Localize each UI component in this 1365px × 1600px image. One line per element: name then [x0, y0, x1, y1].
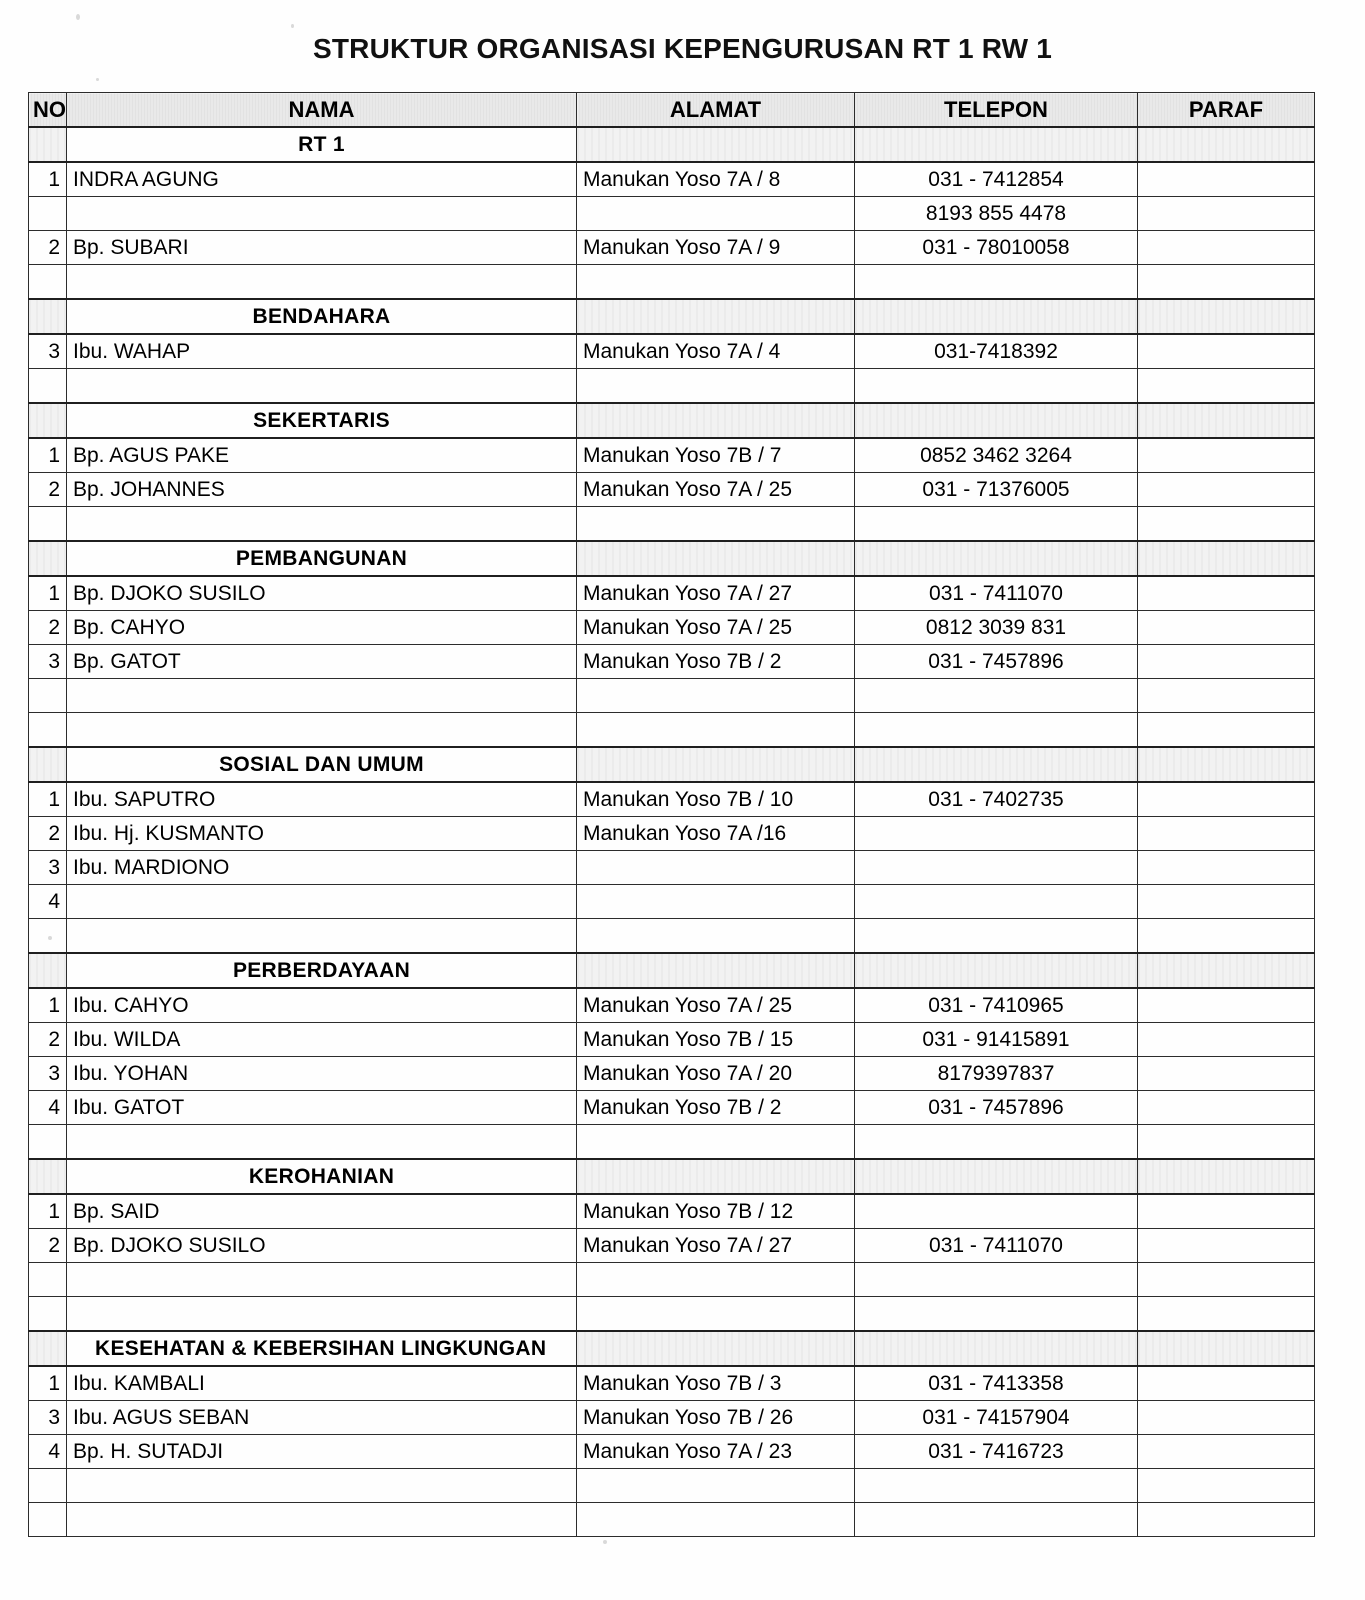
cell-paraf	[1138, 438, 1315, 473]
cell-alamat	[577, 541, 855, 576]
cell-telepon	[855, 1159, 1138, 1194]
cell-no	[29, 1331, 67, 1366]
cell-telepon	[855, 265, 1138, 300]
section-title: KESEHATAN & KEBERSIHAN LINGKUNGAN	[67, 1331, 577, 1366]
cell-paraf	[1138, 782, 1315, 817]
cell-nama: Bp. GATOT	[67, 645, 577, 679]
cell-telepon: 8193 855 4478	[855, 197, 1138, 231]
cell-no	[29, 541, 67, 576]
cell-telepon	[855, 1469, 1138, 1503]
cell-nama	[67, 1503, 577, 1537]
cell-paraf	[1138, 1194, 1315, 1229]
cell-nama: Bp. H. SUTADJI	[67, 1435, 577, 1469]
cell-alamat: Manukan Yoso 7A / 8	[577, 162, 855, 197]
empty-row	[29, 1503, 1315, 1537]
cell-paraf	[1138, 369, 1315, 404]
cell-alamat: Manukan Yoso 7B / 12	[577, 1194, 855, 1229]
cell-paraf	[1138, 162, 1315, 197]
section-title: PEMBANGUNAN	[67, 541, 577, 576]
cell-alamat: Manukan Yoso 7B / 10	[577, 782, 855, 817]
empty-row	[29, 919, 1315, 954]
cell-paraf	[1138, 713, 1315, 748]
cell-nama: Bp. CAHYO	[67, 611, 577, 645]
section-title: KEROHANIAN	[67, 1159, 577, 1194]
cell-telepon	[855, 679, 1138, 713]
cell-paraf	[1138, 299, 1315, 334]
section-header-row	[29, 541, 1315, 576]
cell-telepon	[855, 299, 1138, 334]
cell-nama	[67, 369, 577, 404]
cell-alamat	[577, 713, 855, 748]
table-row	[29, 162, 1315, 197]
cell-no: 4	[29, 1435, 67, 1469]
cell-no	[29, 1297, 67, 1332]
cell-alamat	[577, 885, 855, 919]
cell-no: 4	[29, 885, 67, 919]
cell-telepon: 031 - 7457896	[855, 1091, 1138, 1125]
cell-paraf	[1138, 231, 1315, 265]
cell-telepon	[855, 1503, 1138, 1537]
cell-nama	[67, 713, 577, 748]
cell-alamat	[577, 747, 855, 782]
cell-no: 2	[29, 611, 67, 645]
table-row	[29, 576, 1315, 611]
cell-paraf	[1138, 473, 1315, 507]
section-header-row	[29, 299, 1315, 334]
column-header-paraf: PARAF	[1138, 93, 1315, 128]
cell-alamat: Manukan Yoso 7A / 25	[577, 988, 855, 1023]
cell-paraf	[1138, 885, 1315, 919]
cell-no	[29, 747, 67, 782]
cell-paraf	[1138, 197, 1315, 231]
cell-alamat: Manukan Yoso 7B / 3	[577, 1366, 855, 1401]
cell-telepon: 0812 3039 831	[855, 611, 1138, 645]
cell-paraf	[1138, 919, 1315, 954]
cell-telepon: 031 - 7402735	[855, 782, 1138, 817]
section-title: PERBERDAYAAN	[67, 953, 577, 988]
cell-alamat: Manukan Yoso 7A / 9	[577, 231, 855, 265]
cell-nama	[67, 885, 577, 919]
cell-alamat	[577, 1297, 855, 1332]
cell-alamat: Manukan Yoso 7B / 2	[577, 1091, 855, 1125]
cell-paraf	[1138, 1297, 1315, 1332]
cell-telepon	[855, 507, 1138, 542]
cell-no: 1	[29, 576, 67, 611]
cell-no	[29, 953, 67, 988]
cell-alamat: Manukan Yoso 7A / 27	[577, 576, 855, 611]
cell-nama: Bp. AGUS PAKE	[67, 438, 577, 473]
empty-row	[29, 1263, 1315, 1297]
cell-nama: Bp. DJOKO SUSILO	[67, 576, 577, 611]
cell-no	[29, 127, 67, 162]
cell-paraf	[1138, 679, 1315, 713]
cell-no	[29, 197, 67, 231]
cell-paraf	[1138, 1263, 1315, 1297]
section-header-row	[29, 127, 1315, 162]
cell-no: 2	[29, 1229, 67, 1263]
table-row	[29, 1023, 1315, 1057]
cell-telepon	[855, 1331, 1138, 1366]
cell-no	[29, 265, 67, 300]
table-row	[29, 334, 1315, 369]
cell-alamat	[577, 1263, 855, 1297]
table-row	[29, 1194, 1315, 1229]
cell-nama	[67, 1263, 577, 1297]
cell-nama	[67, 507, 577, 542]
cell-telepon: 031 - 74157904	[855, 1401, 1138, 1435]
table-row	[29, 197, 1315, 231]
section-header-row	[29, 953, 1315, 988]
table-row	[29, 611, 1315, 645]
cell-paraf	[1138, 576, 1315, 611]
cell-telepon: 031 - 7411070	[855, 576, 1138, 611]
table-row	[29, 645, 1315, 679]
cell-telepon: 0852 3462 3264	[855, 438, 1138, 473]
cell-telepon: 031 - 7410965	[855, 988, 1138, 1023]
cell-alamat	[577, 127, 855, 162]
cell-no: 2	[29, 473, 67, 507]
cell-alamat: Manukan Yoso 7A / 25	[577, 611, 855, 645]
empty-row	[29, 679, 1315, 713]
table-row	[29, 782, 1315, 817]
table-row	[29, 438, 1315, 473]
cell-paraf	[1138, 988, 1315, 1023]
cell-alamat: Manukan Yoso 7A / 23	[577, 1435, 855, 1469]
cell-no: 3	[29, 645, 67, 679]
cell-paraf	[1138, 1159, 1315, 1194]
cell-no: 3	[29, 1401, 67, 1435]
table-row	[29, 885, 1315, 919]
column-header-alamat: ALAMAT	[577, 93, 855, 128]
cell-paraf	[1138, 334, 1315, 369]
section-title: SEKERTARIS	[67, 403, 577, 438]
cell-alamat: Manukan Yoso 7A /16	[577, 817, 855, 851]
cell-no: 1	[29, 162, 67, 197]
table-body	[29, 127, 1315, 1537]
section-header-row	[29, 1159, 1315, 1194]
section-header-row	[29, 747, 1315, 782]
cell-alamat: Manukan Yoso 7A / 4	[577, 334, 855, 369]
cell-alamat	[577, 1159, 855, 1194]
cell-telepon	[855, 747, 1138, 782]
cell-telepon: 031 - 78010058	[855, 231, 1138, 265]
cell-paraf	[1138, 127, 1315, 162]
cell-telepon	[855, 713, 1138, 748]
cell-no: 3	[29, 1057, 67, 1091]
cell-no: 1	[29, 438, 67, 473]
cell-no: 1	[29, 988, 67, 1023]
cell-no	[29, 919, 67, 954]
cell-no	[29, 507, 67, 542]
cell-telepon: 031 - 7457896	[855, 645, 1138, 679]
cell-nama: Ibu. AGUS SEBAN	[67, 1401, 577, 1435]
table-row	[29, 1401, 1315, 1435]
cell-alamat	[577, 265, 855, 300]
cell-alamat	[577, 197, 855, 231]
cell-paraf	[1138, 1469, 1315, 1503]
cell-paraf	[1138, 1435, 1315, 1469]
cell-alamat	[577, 679, 855, 713]
cell-alamat	[577, 953, 855, 988]
cell-paraf	[1138, 1091, 1315, 1125]
cell-telepon: 031 - 7413358	[855, 1366, 1138, 1401]
page-title: STRUKTUR ORGANISASI KEPENGURUSAN RT 1 RW 1	[312, 33, 1053, 64]
cell-telepon: 031 - 91415891	[855, 1023, 1138, 1057]
cell-no	[29, 1503, 67, 1537]
cell-paraf	[1138, 1229, 1315, 1263]
empty-row	[29, 1469, 1315, 1503]
cell-alamat: Manukan Yoso 7A / 27	[577, 1229, 855, 1263]
section-title: RT 1	[67, 127, 577, 162]
cell-nama: Ibu. KAMBALI	[67, 1366, 577, 1401]
cell-alamat: Manukan Yoso 7B / 26	[577, 1401, 855, 1435]
cell-alamat: Manukan Yoso 7B / 2	[577, 645, 855, 679]
cell-nama	[67, 265, 577, 300]
cell-telepon	[855, 369, 1138, 404]
cell-nama: Ibu. GATOT	[67, 1091, 577, 1125]
cell-telepon	[855, 885, 1138, 919]
empty-row	[29, 1125, 1315, 1160]
cell-paraf	[1138, 1503, 1315, 1537]
cell-paraf	[1138, 1023, 1315, 1057]
empty-row	[29, 507, 1315, 542]
cell-alamat	[577, 851, 855, 885]
organization-table	[28, 92, 1315, 1537]
cell-no	[29, 299, 67, 334]
cell-no: 1	[29, 1366, 67, 1401]
cell-paraf	[1138, 851, 1315, 885]
empty-row	[29, 1297, 1315, 1332]
cell-nama	[67, 1297, 577, 1332]
cell-no	[29, 403, 67, 438]
empty-row	[29, 369, 1315, 404]
cell-alamat	[577, 299, 855, 334]
cell-telepon	[855, 817, 1138, 851]
cell-nama: Bp. SAID	[67, 1194, 577, 1229]
table-row	[29, 1435, 1315, 1469]
cell-no	[29, 1125, 67, 1160]
cell-paraf	[1138, 611, 1315, 645]
section-title: SOSIAL DAN UMUM	[67, 747, 577, 782]
cell-nama: Ibu. WILDA	[67, 1023, 577, 1057]
cell-nama: INDRA AGUNG	[67, 162, 577, 197]
table-row	[29, 1057, 1315, 1091]
column-header-telepon: TELEPON	[855, 93, 1138, 128]
column-header-nama: NAMA	[67, 93, 577, 128]
cell-nama: Ibu. CAHYO	[67, 988, 577, 1023]
column-header-no: NO	[29, 93, 67, 128]
table-row	[29, 817, 1315, 851]
cell-telepon	[855, 851, 1138, 885]
section-header-row	[29, 1331, 1315, 1366]
empty-row	[29, 265, 1315, 300]
cell-no	[29, 1159, 67, 1194]
cell-nama	[67, 1125, 577, 1160]
cell-alamat	[577, 919, 855, 954]
cell-alamat	[577, 1331, 855, 1366]
section-header-row	[29, 403, 1315, 438]
cell-no	[29, 679, 67, 713]
cell-nama	[67, 1469, 577, 1503]
empty-row	[29, 713, 1315, 748]
cell-nama	[67, 197, 577, 231]
cell-paraf	[1138, 1125, 1315, 1160]
cell-telepon: 031 - 7411070	[855, 1229, 1138, 1263]
cell-telepon: 031 - 7416723	[855, 1435, 1138, 1469]
cell-paraf	[1138, 265, 1315, 300]
cell-telepon: 031-7418392	[855, 334, 1138, 369]
cell-nama: Bp. JOHANNES	[67, 473, 577, 507]
cell-no: 1	[29, 1194, 67, 1229]
cell-paraf	[1138, 507, 1315, 542]
cell-alamat	[577, 1125, 855, 1160]
cell-nama: Ibu. YOHAN	[67, 1057, 577, 1091]
cell-nama: Ibu. WAHAP	[67, 334, 577, 369]
cell-paraf	[1138, 953, 1315, 988]
cell-paraf	[1138, 747, 1315, 782]
cell-no: 2	[29, 817, 67, 851]
table-row	[29, 1229, 1315, 1263]
cell-alamat	[577, 507, 855, 542]
cell-alamat: Manukan Yoso 7B / 7	[577, 438, 855, 473]
cell-telepon	[855, 1194, 1138, 1229]
cell-no: 2	[29, 1023, 67, 1057]
cell-telepon	[855, 1297, 1138, 1332]
cell-no	[29, 1469, 67, 1503]
cell-no: 4	[29, 1091, 67, 1125]
cell-alamat	[577, 403, 855, 438]
table-row	[29, 1366, 1315, 1401]
cell-paraf	[1138, 1366, 1315, 1401]
table-row	[29, 851, 1315, 885]
cell-paraf	[1138, 645, 1315, 679]
cell-telepon	[855, 1125, 1138, 1160]
cell-paraf	[1138, 1331, 1315, 1366]
table-row	[29, 231, 1315, 265]
cell-no: 3	[29, 334, 67, 369]
cell-paraf	[1138, 817, 1315, 851]
cell-nama	[67, 919, 577, 954]
cell-nama: Bp. SUBARI	[67, 231, 577, 265]
cell-no: 1	[29, 782, 67, 817]
cell-nama	[67, 679, 577, 713]
cell-telepon	[855, 1263, 1138, 1297]
cell-telepon: 8179397837	[855, 1057, 1138, 1091]
cell-alamat	[577, 369, 855, 404]
cell-no: 3	[29, 851, 67, 885]
cell-no	[29, 369, 67, 404]
cell-telepon	[855, 541, 1138, 576]
cell-paraf	[1138, 403, 1315, 438]
table-row	[29, 473, 1315, 507]
table-row	[29, 1091, 1315, 1125]
cell-alamat: Manukan Yoso 7B / 15	[577, 1023, 855, 1057]
cell-telepon	[855, 127, 1138, 162]
cell-nama: Ibu. SAPUTRO	[67, 782, 577, 817]
cell-telepon	[855, 953, 1138, 988]
cell-telepon: 031 - 7412854	[855, 162, 1138, 197]
cell-paraf	[1138, 1057, 1315, 1091]
cell-nama: Bp. DJOKO SUSILO	[67, 1229, 577, 1263]
cell-telepon	[855, 403, 1138, 438]
cell-nama: Ibu. Hj. KUSMANTO	[67, 817, 577, 851]
cell-no	[29, 1263, 67, 1297]
cell-nama: Ibu. MARDIONO	[67, 851, 577, 885]
cell-alamat	[577, 1469, 855, 1503]
cell-no: 2	[29, 231, 67, 265]
cell-alamat: Manukan Yoso 7A / 25	[577, 473, 855, 507]
cell-telepon	[855, 919, 1138, 954]
cell-no	[29, 713, 67, 748]
cell-alamat	[577, 1503, 855, 1537]
cell-telepon: 031 - 71376005	[855, 473, 1138, 507]
table-row	[29, 988, 1315, 1023]
cell-paraf	[1138, 1401, 1315, 1435]
section-title: BENDAHARA	[67, 299, 577, 334]
table-header-row	[29, 93, 1315, 128]
cell-paraf	[1138, 541, 1315, 576]
cell-alamat: Manukan Yoso 7A / 20	[577, 1057, 855, 1091]
